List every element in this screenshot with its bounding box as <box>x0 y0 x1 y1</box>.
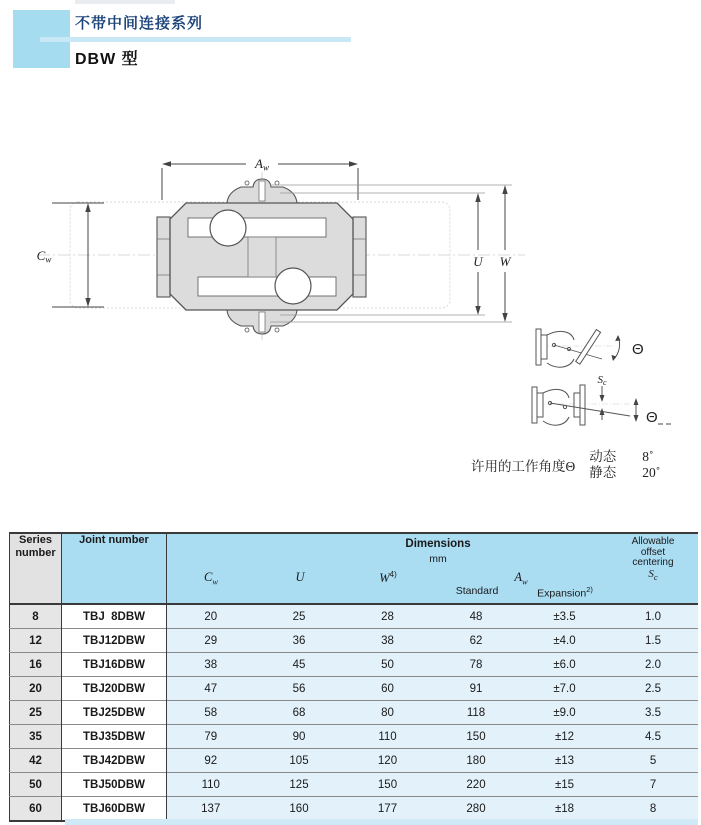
cell-cw: 92 <box>167 749 255 773</box>
header-series-number <box>10 533 62 604</box>
cell-standard: 150 <box>432 725 521 749</box>
cell-u: 56 <box>255 677 344 701</box>
cell-series: 20 <box>10 677 62 701</box>
working-angle-caption <box>471 449 660 481</box>
header-unit: mm <box>429 553 447 565</box>
cell-w: 28 <box>344 604 432 629</box>
cell-sc: 1.0 <box>609 604 698 629</box>
cell-joint: TBJ 8DBW <box>62 604 167 629</box>
header-offset-line1: Allowable <box>631 536 675 547</box>
cell-standard: 280 <box>432 797 521 822</box>
page-crop-artifact <box>75 0 175 4</box>
cell-series: 25 <box>10 701 62 725</box>
dim-label-w: W <box>499 254 511 269</box>
cell-cw: 79 <box>167 725 255 749</box>
arrowhead <box>162 161 171 167</box>
arrowhead <box>502 185 507 194</box>
cell-series: 16 <box>10 653 62 677</box>
cell-sc: 1.5 <box>609 629 698 653</box>
cell-joint: TBJ12DBW <box>62 629 167 653</box>
cell-joint: TBJ25DBW <box>62 701 167 725</box>
cell-standard: 62 <box>432 629 521 653</box>
offset-theta-label: Θ <box>646 409 658 426</box>
cell-expansion: ±7.0 <box>521 677 609 701</box>
cell-w: 60 <box>344 677 432 701</box>
cell-standard: 118 <box>432 701 521 725</box>
cell-w: 120 <box>344 749 432 773</box>
cell-standard: 48 <box>432 604 521 629</box>
header-joint-number: Joint number <box>62 533 167 604</box>
cell-expansion: ±13 <box>521 749 609 773</box>
cell-w: 150 <box>344 773 432 797</box>
cell-joint: TBJ16DBW <box>62 653 167 677</box>
cell-expansion: ±15 <box>521 773 609 797</box>
angle-term-dynamic: 动态 <box>589 449 617 464</box>
header-offset-line3: centering <box>632 557 674 568</box>
center-trunnion <box>248 237 276 277</box>
working-angle-label: 许用的工作角度Θ <box>471 459 576 474</box>
offset-double-arrow <box>634 398 639 422</box>
header-col-aw: $A_w$ <box>514 570 528 587</box>
cell-w: 177 <box>344 797 432 822</box>
working-angle-values <box>589 449 660 481</box>
cell-cw: 110 <box>167 773 255 797</box>
joint-icon <box>532 385 585 425</box>
cell-joint: TBJ42DBW <box>62 749 167 773</box>
header-col-cw: $C_w$ <box>203 570 219 587</box>
cell-cw: 29 <box>167 629 255 653</box>
cell-joint: TBJ60DBW <box>62 797 167 822</box>
angle-term-static: 静态 <box>589 465 617 480</box>
cell-expansion: ±18 <box>521 797 609 822</box>
table-row <box>10 629 698 653</box>
arrowhead <box>600 395 605 402</box>
arrowhead <box>475 306 480 315</box>
cell-cw: 38 <box>167 653 255 677</box>
cell-sc: 2.5 <box>609 677 698 701</box>
cell-sc: 8 <box>609 797 698 822</box>
ball-upper <box>210 210 246 246</box>
header-dimensions-group <box>167 533 698 604</box>
header-offset-line2: offset <box>640 546 666 558</box>
cell-u: 125 <box>255 773 344 797</box>
cell-w: 38 <box>344 629 432 653</box>
table-row <box>10 749 698 773</box>
cell-sc: 7 <box>609 773 698 797</box>
cell-series: 12 <box>10 629 62 653</box>
cell-u: 90 <box>255 725 344 749</box>
cell-cw: 47 <box>167 677 255 701</box>
ball-lower <box>275 268 311 304</box>
inner-bore-lower <box>198 277 336 296</box>
cell-u: 160 <box>255 797 344 822</box>
cell-standard: 220 <box>432 773 521 797</box>
inner-bore-upper <box>188 218 326 237</box>
sc-label: Sc <box>597 374 607 387</box>
cell-expansion: ±4.0 <box>521 629 609 653</box>
series-title: 不带中间连接系列 <box>75 15 204 32</box>
joint-icon <box>536 329 574 367</box>
cell-u: 36 <box>255 629 344 653</box>
arrowhead <box>502 313 507 322</box>
cell-u: 45 <box>255 653 344 677</box>
header-series-line2: number <box>15 547 56 559</box>
right-flange <box>353 217 366 297</box>
cell-series: 60 <box>10 797 62 822</box>
cell-w: 110 <box>344 725 432 749</box>
arrowhead <box>475 193 480 202</box>
header-dimensions: Dimensions <box>405 538 471 550</box>
offset-diagram <box>524 372 676 442</box>
dim-label-cw: Cw <box>36 248 52 265</box>
cell-joint: TBJ50DBW <box>62 773 167 797</box>
angle-value-dynamic: 8˚ <box>642 449 654 464</box>
table-row <box>10 653 698 677</box>
arrowhead <box>85 298 90 307</box>
cell-cw: 20 <box>167 604 255 629</box>
cell-cw: 58 <box>167 701 255 725</box>
angle-value-static: 20˚ <box>642 465 661 480</box>
cell-standard: 180 <box>432 749 521 773</box>
table-header-row <box>10 533 698 604</box>
cell-expansion: ±12 <box>521 725 609 749</box>
shaft-axis <box>554 345 602 359</box>
cell-series: 50 <box>10 773 62 797</box>
cell-joint: TBJ35DBW <box>62 725 167 749</box>
shaft-axis <box>550 403 630 416</box>
tilted-flange <box>576 330 601 365</box>
arrowhead <box>85 203 90 212</box>
dim-label-aw: Aw <box>255 156 269 173</box>
cell-w: 50 <box>344 653 432 677</box>
cell-joint: TBJ20DBW <box>62 677 167 701</box>
header-series-line1: Series <box>18 534 53 546</box>
cell-u: 25 <box>255 604 344 629</box>
cell-expansion: ±3.5 <box>521 604 609 629</box>
cell-u: 68 <box>255 701 344 725</box>
cell-series: 8 <box>10 604 62 629</box>
header-col-standard: Standard <box>455 585 499 597</box>
header-offset-symbol: $S_c$ <box>648 567 658 582</box>
angle-diagram <box>528 322 653 374</box>
header-col-w: $W^{4)}$ <box>379 570 397 586</box>
table-row <box>10 773 698 797</box>
top-seal-bell <box>227 179 297 203</box>
footer-accent-strip <box>65 819 698 825</box>
arrowhead <box>615 335 620 341</box>
cell-cw: 137 <box>167 797 255 822</box>
cell-standard: 91 <box>432 677 521 701</box>
cell-sc: 2.0 <box>609 653 698 677</box>
cell-sc: 5 <box>609 749 698 773</box>
cell-series: 42 <box>10 749 62 773</box>
cell-expansion: ±9.0 <box>521 701 609 725</box>
table-row <box>10 797 698 822</box>
dimensions-table <box>9 532 698 822</box>
angle-theta-label: Θ <box>632 341 644 358</box>
table-row <box>10 725 698 749</box>
cell-expansion: ±6.0 <box>521 653 609 677</box>
header-accent-line <box>40 37 351 42</box>
cell-sc: 3.5 <box>609 701 698 725</box>
table-row <box>10 604 698 629</box>
dim-label-u: U <box>473 254 483 269</box>
arrowhead <box>349 161 358 167</box>
left-flange <box>157 217 170 297</box>
header-offset-centering <box>632 537 675 582</box>
cell-w: 80 <box>344 701 432 725</box>
cell-series: 35 <box>10 725 62 749</box>
cell-standard: 78 <box>432 653 521 677</box>
model-title: DBW 型 <box>75 51 139 68</box>
table-row <box>10 701 698 725</box>
header-col-u: U <box>295 570 305 584</box>
joint-section-drawing <box>20 140 555 355</box>
header-col-expansion: Expansion$^{2)}$ <box>537 585 593 600</box>
arrowhead <box>612 355 617 361</box>
cell-u: 105 <box>255 749 344 773</box>
table-row <box>10 677 698 701</box>
cell-sc: 4.5 <box>609 725 698 749</box>
